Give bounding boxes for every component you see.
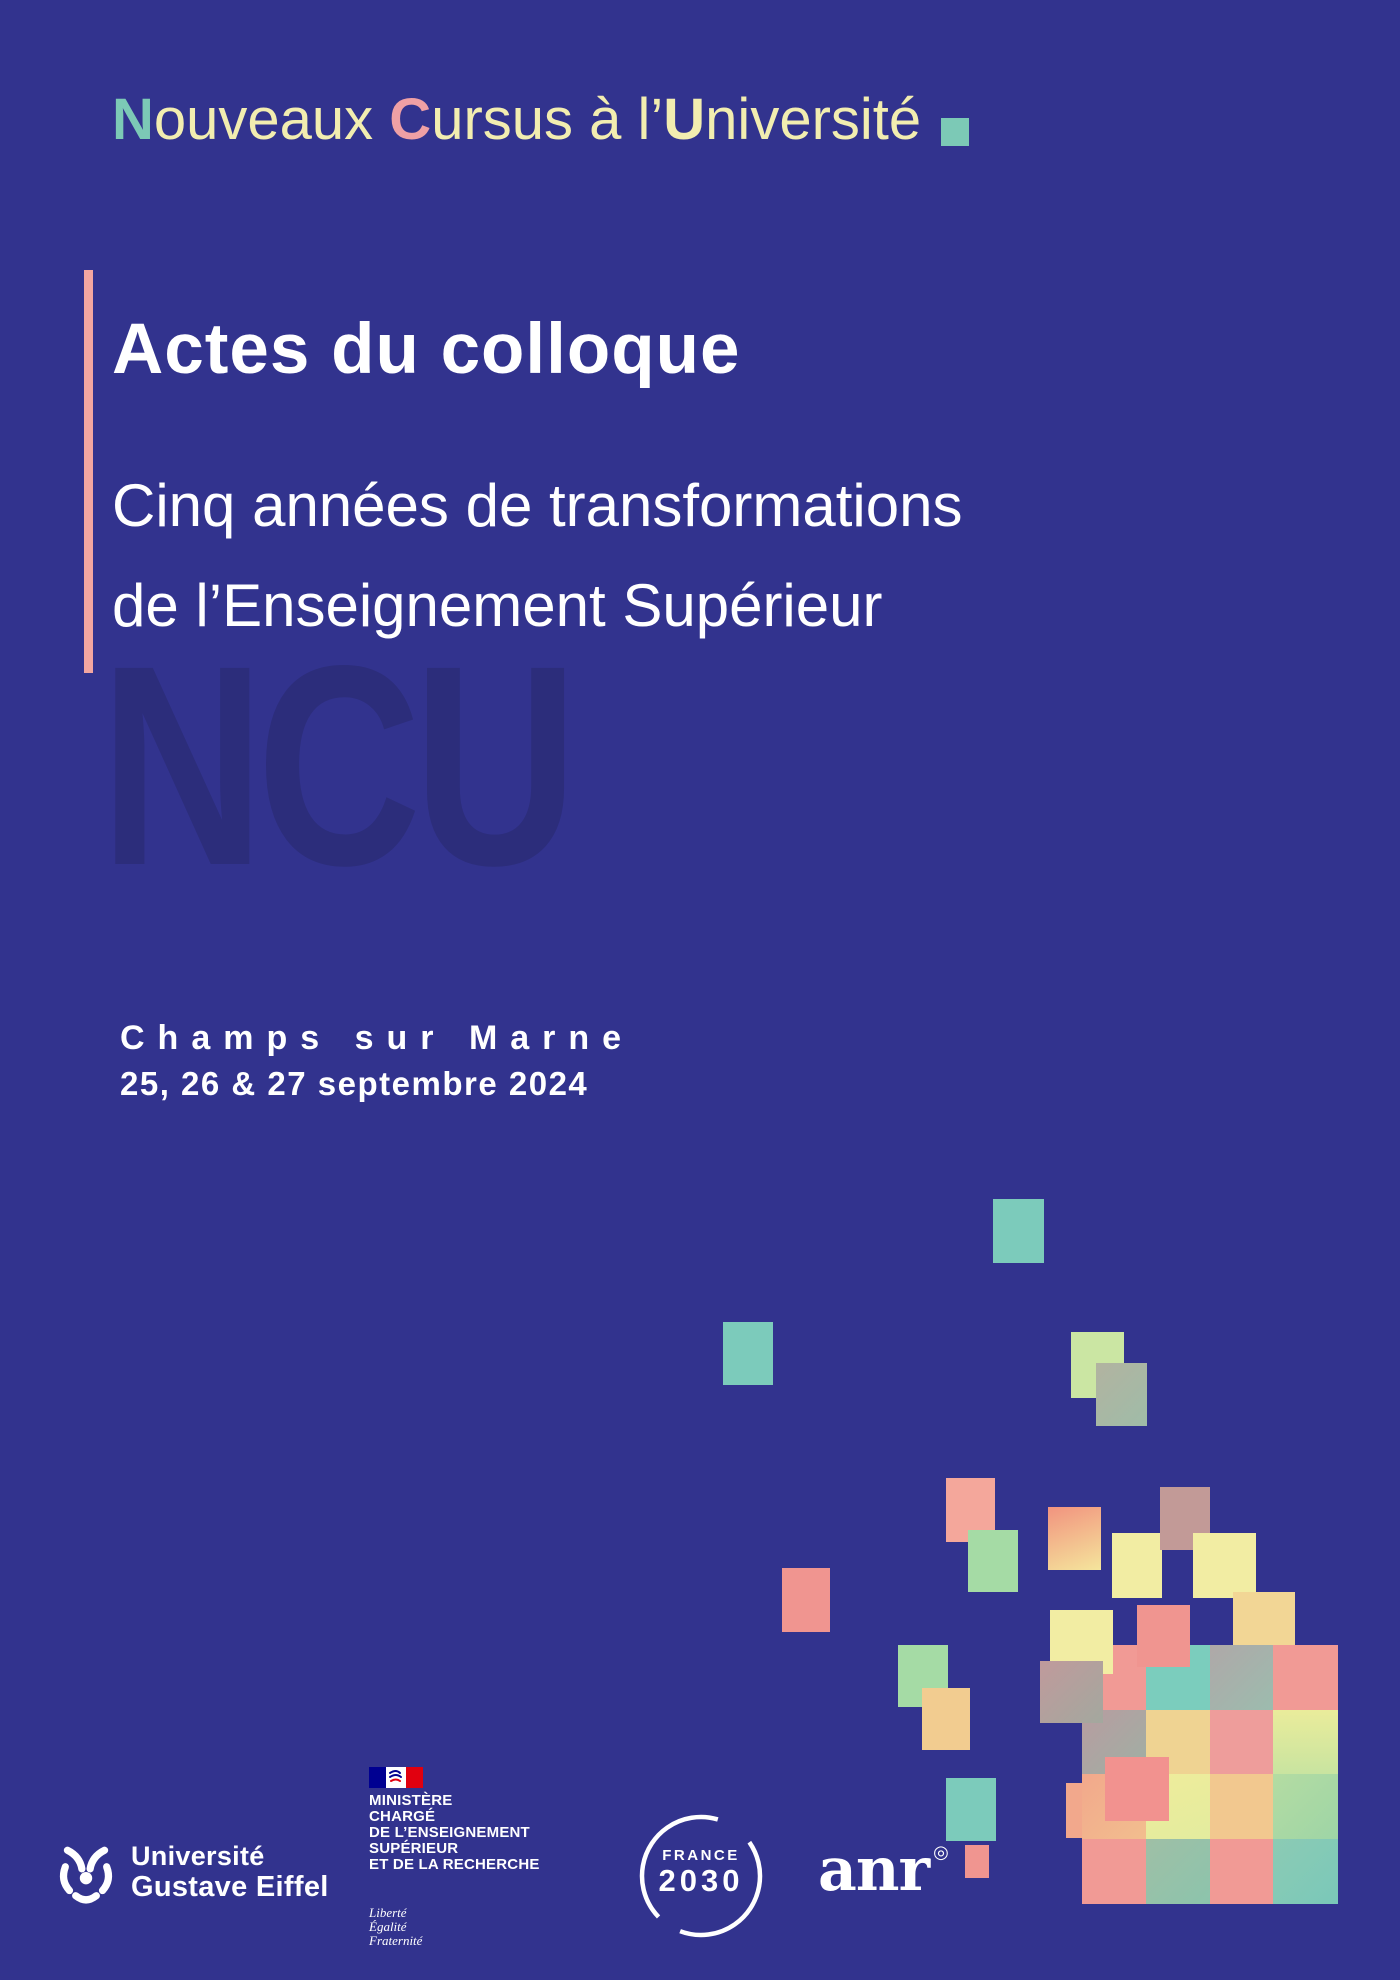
ministere-line: SUPÉRIEUR [369, 1840, 459, 1857]
devise-line: Égalité [369, 1919, 407, 1934]
mosaic-cell [1273, 1774, 1337, 1839]
brand-segment: N [112, 87, 154, 152]
mosaic-cell [1146, 1710, 1210, 1775]
mosaic-cell [1146, 1839, 1210, 1904]
ncu-watermark: NCU [100, 607, 570, 925]
mosaic-cell [1082, 1710, 1146, 1775]
decor-square [946, 1478, 995, 1542]
mosaic-cell [1082, 1839, 1146, 1904]
decor-square [1096, 1363, 1147, 1426]
decor-square [1193, 1533, 1256, 1598]
accent-bar [84, 270, 93, 673]
mosaic-cell [1146, 1774, 1210, 1839]
decor-square [723, 1322, 773, 1385]
decor-square [1105, 1757, 1169, 1821]
brand-accent-square [941, 118, 969, 146]
devise-line: Liberté [369, 1905, 407, 1920]
mosaic-cell [1210, 1774, 1274, 1839]
uge-logo-mark-icon [55, 1841, 117, 1905]
brand-segment: ursus à l’ [431, 87, 664, 152]
france-2030-year: 2030 [658, 1863, 744, 1898]
decor-square [993, 1199, 1044, 1263]
ministere-logo [369, 1767, 629, 1948]
decor-square [968, 1530, 1018, 1592]
decor-square [965, 1845, 989, 1878]
ministere-line: DE L’ENSEIGNEMENT [369, 1824, 530, 1841]
decor-square [1137, 1605, 1190, 1667]
brand-segment: U [663, 87, 706, 152]
brand-line [112, 87, 969, 154]
devise-line: Fraternité [369, 1933, 423, 1948]
event-location: Champs sur Marne [120, 1019, 635, 1057]
event-block [120, 1018, 634, 1104]
brand-segment: C [389, 87, 432, 152]
anr-logo [818, 1835, 949, 1905]
uge-wordmark [131, 1841, 329, 1903]
decor-square [1040, 1661, 1103, 1723]
mosaic-cell [1146, 1645, 1210, 1710]
mosaic-cell [1210, 1645, 1274, 1710]
ministere-devise [369, 1906, 629, 1948]
marianne-icon [386, 1767, 406, 1788]
mosaic-cell [1210, 1710, 1274, 1775]
mosaic-cell [1273, 1710, 1337, 1775]
mosaic-cell [1273, 1839, 1337, 1904]
decor-square [1050, 1610, 1113, 1674]
decor-square [1233, 1592, 1295, 1646]
french-flag-icon [369, 1767, 423, 1788]
mosaic-cell [1082, 1774, 1146, 1839]
ministere-line: ET DE LA RECHERCHE [369, 1856, 540, 1873]
uge-logo [55, 1841, 329, 1905]
decor-square [922, 1688, 970, 1750]
decor-square [1066, 1783, 1084, 1838]
decor-square [946, 1778, 996, 1841]
uge-line-2: Gustave Eiffel [131, 1871, 329, 1903]
decor-square [1071, 1332, 1124, 1398]
mosaic-cell [1082, 1645, 1146, 1710]
ministere-line: MINISTÈRE [369, 1792, 453, 1809]
flag-white-band [386, 1767, 406, 1788]
subtitle-line-1: Cinq années de transformations [112, 472, 963, 539]
main-title: Actes du colloque [112, 310, 741, 389]
decor-square [1160, 1487, 1210, 1550]
france-2030-text: FRANCE [662, 1847, 740, 1864]
brand-segment: niversité [705, 87, 922, 152]
uge-line-1: Université [131, 1841, 265, 1871]
ministere-line: CHARGÉ [369, 1808, 436, 1825]
decor-square [898, 1645, 948, 1707]
subtitle-line-2: de l’Enseignement Supérieur [112, 572, 883, 639]
ministere-name [369, 1793, 629, 1873]
anr-registered-icon: ◎ [933, 1842, 949, 1863]
brand-segment: ouveaux [153, 87, 390, 152]
decor-square [782, 1568, 830, 1632]
decor-square [1112, 1533, 1162, 1598]
flag-red-band [406, 1767, 423, 1788]
anr-wordmark: anr [818, 1835, 930, 1905]
mosaic-cell [1273, 1645, 1337, 1710]
mosaic-cell [1210, 1839, 1274, 1904]
event-dates: 25, 26 & 27 septembre 2024 [120, 1065, 589, 1102]
france-2030-logo [636, 1811, 766, 1941]
flag-blue-band [369, 1767, 386, 1788]
brand-title [112, 87, 921, 154]
decor-square [1048, 1507, 1101, 1570]
